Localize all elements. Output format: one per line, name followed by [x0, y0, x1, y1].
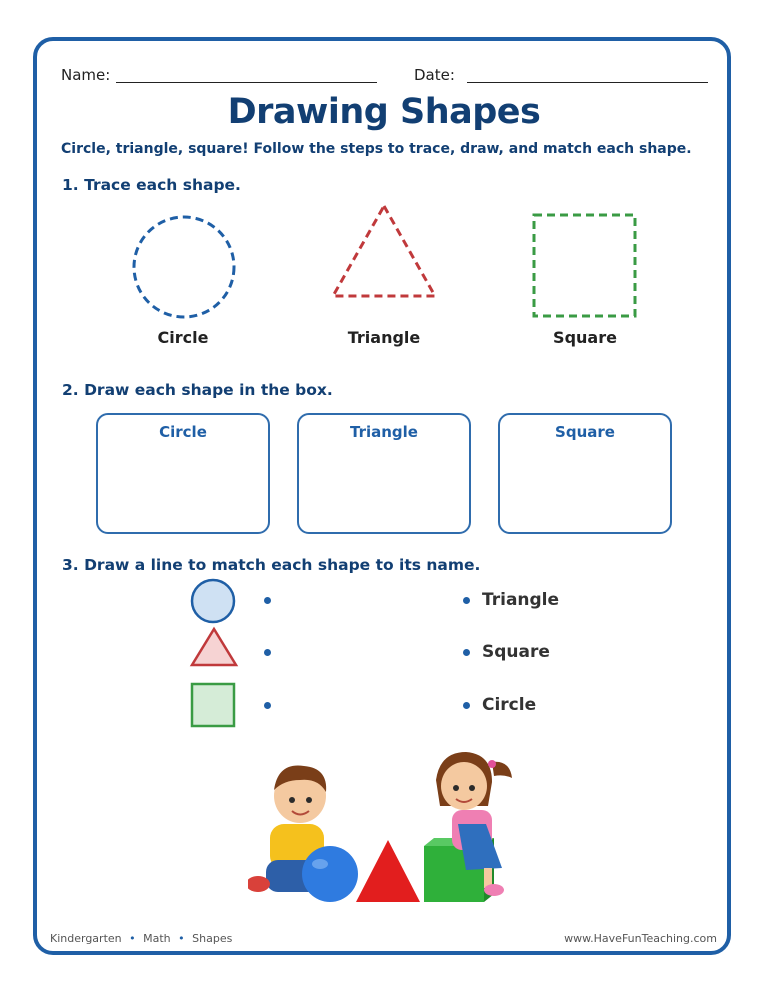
- page-title: Drawing Shapes: [227, 92, 541, 132]
- match-name-circle: Circle: [482, 695, 537, 715]
- match-name-triangle: Triangle: [482, 590, 560, 610]
- footer-crumb-subject: Math: [143, 932, 171, 945]
- section-3-heading: 3. Draw a line to match each shape to its name.: [62, 556, 481, 574]
- match-dot-name-2[interactable]: [463, 649, 470, 656]
- draw-box-circle[interactable]: [96, 413, 270, 534]
- name-field-line[interactable]: [116, 82, 377, 83]
- draw-box-label: Circle: [159, 423, 207, 441]
- page-subtitle: Circle, triangle, square! Follow the steps to trace, draw, and match each shape.: [61, 141, 692, 157]
- triangle-icon: [189, 626, 239, 668]
- trace-label-triangle: Triangle: [347, 328, 421, 347]
- draw-box-triangle[interactable]: [297, 413, 471, 534]
- footer-website-link[interactable]: www.HaveFunTeaching.com: [564, 932, 717, 945]
- date-field-line[interactable]: [467, 82, 708, 83]
- match-dot-shape-1[interactable]: [264, 597, 271, 604]
- circle-icon: [189, 577, 237, 625]
- footer-crumb-grade: Kindergarten: [50, 932, 122, 945]
- match-dot-name-3[interactable]: [463, 702, 470, 709]
- footer-crumb-topic: Shapes: [192, 932, 233, 945]
- match-dot-name-1[interactable]: [463, 597, 470, 604]
- dashed-square-icon: [530, 211, 640, 321]
- footer-breadcrumb: [50, 932, 232, 945]
- children-with-shapes-illustration: [248, 744, 520, 908]
- trace-label-square: Square: [553, 328, 617, 347]
- match-dot-shape-3[interactable]: [264, 702, 271, 709]
- draw-box-label: Triangle: [350, 423, 418, 441]
- draw-box-label: Square: [555, 423, 615, 441]
- footer-separator: •: [178, 932, 185, 945]
- draw-box-square[interactable]: [498, 413, 672, 534]
- match-name-square: Square: [482, 642, 550, 662]
- section-2-heading: 2. Draw each shape in the box.: [62, 381, 333, 399]
- footer-separator: •: [129, 932, 136, 945]
- trace-label-circle: Circle: [157, 328, 209, 347]
- name-label: Name:: [61, 66, 111, 84]
- dashed-triangle-icon: [327, 202, 441, 302]
- match-dot-shape-2[interactable]: [264, 649, 271, 656]
- dashed-circle-icon: [128, 214, 240, 322]
- date-label: Date:: [414, 66, 455, 84]
- section-1-heading: 1. Trace each shape.: [62, 176, 241, 194]
- square-icon: [189, 681, 237, 729]
